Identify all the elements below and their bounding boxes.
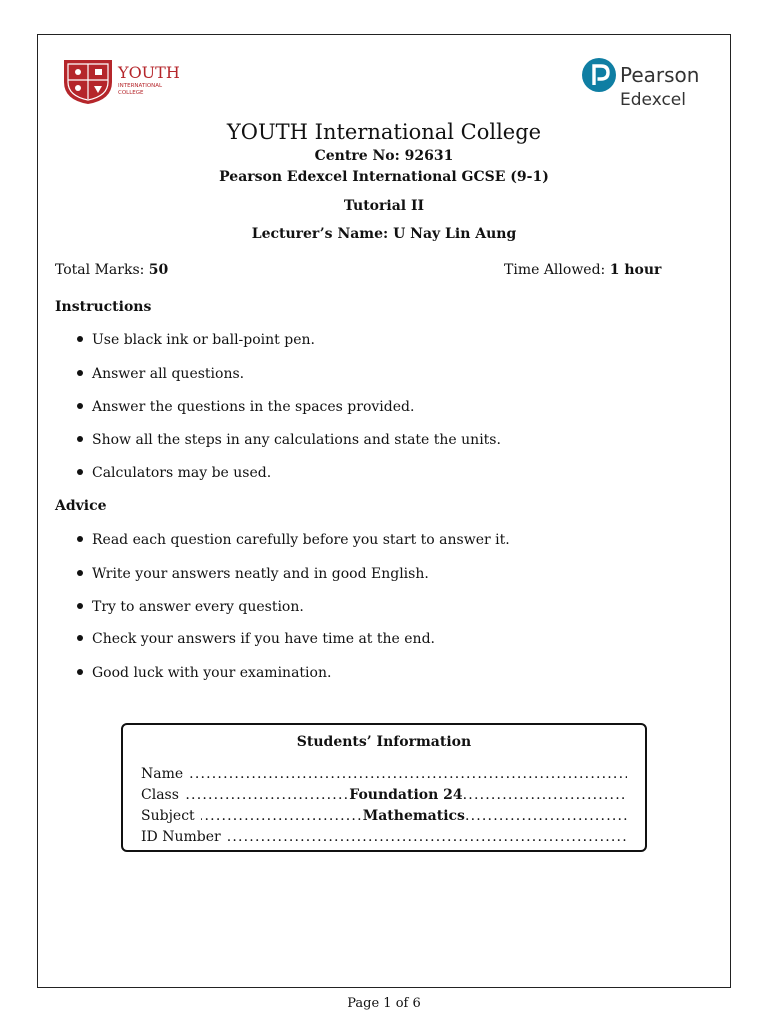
logo-left-sub2: COLLEGE (118, 90, 144, 96)
instructions-heading: Instructions (55, 299, 152, 315)
advice-item: Check your answers if you have time at the end. (77, 631, 435, 647)
bullet-icon (77, 635, 83, 641)
bullet-icon (77, 603, 83, 609)
advice-heading: Advice (55, 498, 107, 514)
bullet-icon (77, 436, 83, 442)
total-marks-label: Total Marks: (55, 262, 145, 278)
bullet-icon (77, 669, 83, 675)
tutorial-name: Tutorial II (343, 198, 425, 214)
advice-item: Write your answers neatly and in good English. (77, 566, 429, 582)
bullet-icon (77, 570, 83, 576)
subject-fill-line-left (201, 808, 363, 824)
bullet-icon (77, 403, 83, 409)
instruction-item: Use black ink or ball-point pen. (77, 332, 315, 348)
class-field[interactable] (141, 787, 627, 803)
lecturer-name: Lecturer’s Name: U Nay Lin Aung (251, 226, 517, 242)
bullet-icon (77, 370, 83, 376)
subject-value: Mathematics (362, 808, 465, 824)
students-info-title: Students’ Information (296, 734, 472, 750)
time-allowed (504, 262, 661, 278)
bullet-icon (77, 536, 83, 542)
subject-field[interactable] (141, 808, 627, 824)
instruction-item: Calculators may be used. (77, 465, 271, 481)
name-fill-line[interactable] (189, 766, 627, 782)
logo-left-sub1: INTERNATIONAL (118, 83, 163, 89)
subject-fill-line-right (465, 808, 627, 824)
total-marks-value: 50 (148, 262, 169, 278)
pearson-edexcel-logo (580, 54, 710, 110)
document-title: YOUTH International College (226, 120, 542, 144)
youth-crest-icon (60, 56, 190, 106)
bullet-icon (77, 336, 83, 342)
class-fill-line-right (463, 787, 627, 803)
id-number-label: ID Number (141, 829, 221, 845)
centre-number: Centre No: 92631 (314, 148, 454, 164)
students-info-box (121, 723, 647, 852)
logo-left-main: YOUTH (118, 63, 180, 82)
class-value: Foundation 24 (349, 787, 463, 803)
id-number-field[interactable] (141, 829, 627, 845)
subject-label: Subject (141, 808, 195, 824)
instruction-item: Answer the questions in the spaces provided. (77, 399, 414, 415)
id-number-fill-line[interactable] (227, 829, 627, 845)
instruction-item: Show all the steps in any calculations and state the units. (77, 432, 501, 448)
pearson-p-icon (580, 54, 710, 110)
qualification: Pearson Edexcel International GCSE (9-1) (219, 169, 549, 185)
youth-college-logo (60, 56, 190, 106)
instruction-item: Answer all questions. (77, 366, 244, 382)
advice-item: Try to answer every question. (77, 599, 304, 615)
page-number: Page 1 of 6 (347, 996, 421, 1011)
advice-item: Read each question carefully before you start to answer it. (77, 532, 510, 548)
logo-right-sub: Edexcel (620, 90, 686, 110)
advice-item: Good luck with your examination. (77, 665, 331, 681)
class-label: Class (141, 787, 179, 803)
bullet-icon (77, 469, 83, 475)
time-allowed-value: 1 hour (609, 262, 662, 278)
name-field[interactable] (141, 766, 627, 782)
name-label: Name (141, 766, 184, 782)
time-allowed-label: Time Allowed: (504, 262, 606, 278)
logo-right-main: Pearson (620, 63, 700, 87)
total-marks (55, 262, 168, 278)
class-fill-line-left (185, 787, 349, 803)
